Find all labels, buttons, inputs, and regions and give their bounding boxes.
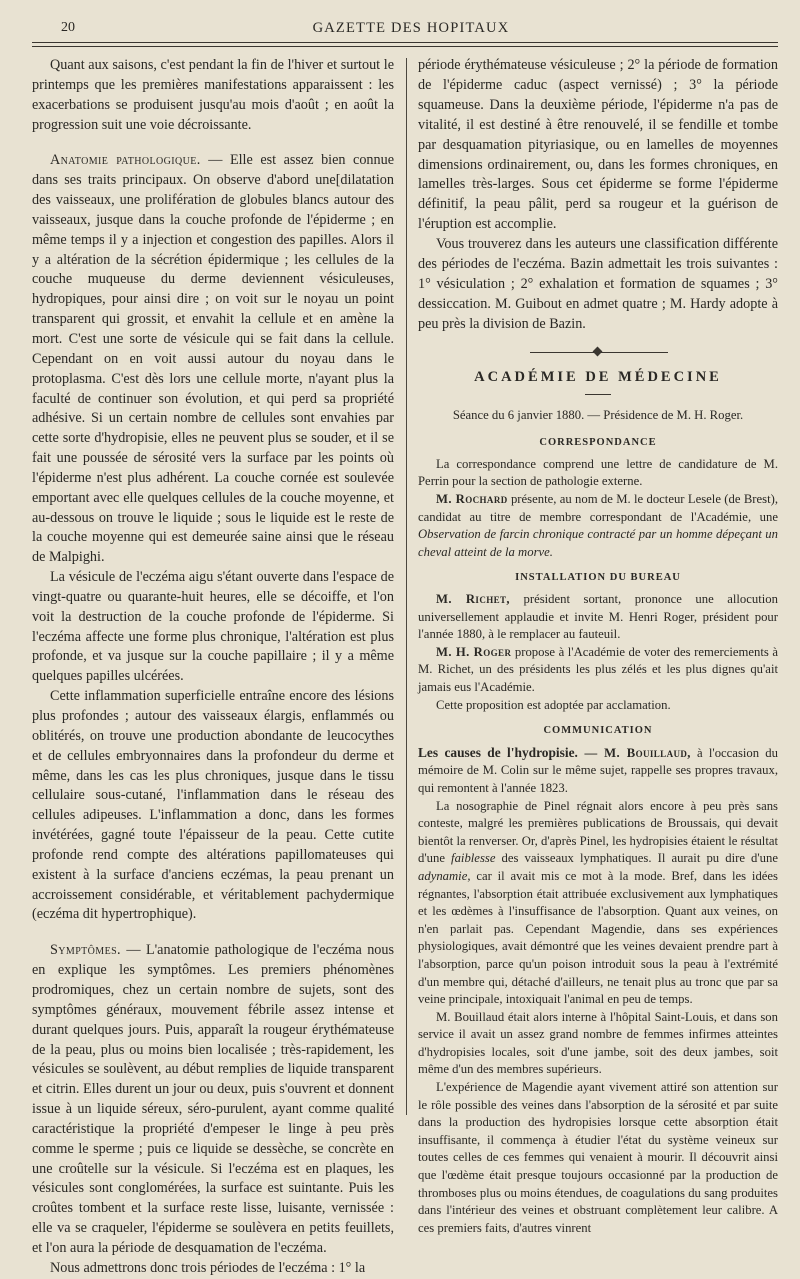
column-divider xyxy=(406,58,407,1115)
paragraph-roger-text: propose à l'Académie de voter des remerciements à M. Richet, un des présidents les plus zélés et les plus dignes qu'ait jamais eus l'Académie. xyxy=(418,644,778,694)
header-rule-bottom xyxy=(32,46,778,47)
right-column xyxy=(418,56,778,1237)
paragraph-pinel-text-a: La nosographie de Pinel régnait alors encore à peu près sans conteste, malgré les premières publications de Broussais, qui devait bientôt la renverser. Or, d'après Pinel, les hydropisies étaient le résultat d'une xyxy=(418,798,778,866)
speaker-name: M. H. Roger xyxy=(436,644,512,659)
section-separator xyxy=(418,345,778,361)
italic-faiblesse: faiblesse xyxy=(451,851,496,866)
paragraph-roger xyxy=(418,644,778,697)
paragraph-anatomie xyxy=(32,151,394,568)
paragraph-classification: Vous trouverez dans les auteurs une classification différente des périodes de l'eczéma. Bazin admettait les trois suivantes : 1° vésiculation ; 2° exhalation et formation de squames ; 3° dessiccation. M. Guibout en admet quatre ; M. Hardy adopte à peu près la division de Bazin. xyxy=(418,236,778,332)
paragraph-pinel xyxy=(418,798,778,1009)
seance-line: Séance du 6 janvier 1880. — Présidence de M. H. Roger. xyxy=(452,407,744,422)
paragraph-hydropisie xyxy=(418,744,778,798)
communication-title: Les causes de l'hydropisie. xyxy=(418,744,578,760)
academie-report xyxy=(418,407,778,1238)
paragraph-acclamation: Cette proposition est adoptée par acclamation. xyxy=(436,697,671,712)
short-rule xyxy=(585,394,611,395)
academie-heading: ACADÉMIE DE MÉDECINE xyxy=(474,368,722,385)
page-number: 20 xyxy=(61,20,75,35)
paragraph-pinel-text-c: car il avait mis ce mot à la mode. Bref, dans les idées régnantes, l'absorption était attribuée exclusivement aux lymphatiques et les œdèmes à l'insuffisance de l'absorption. Quant aux veines, on n'en parlait pas. Cependant Magendie, dans ses expériences physiologiques, avait démontré que les veines devaient prendre part à l'absorption, parce qu'un poison introduit sous la peau à l'extrémité d'un membre qui, détaché d'ailleurs, ne tenait plus au tronc que par sa veine principale, intoxiquait l'animal en peu de temps. xyxy=(418,868,778,1007)
section-heading-symptomes: Symptômes. xyxy=(50,942,122,959)
paragraph-pinel-text-b: des vaisseaux lymphatiques. Il aurait pu dire d'une xyxy=(495,851,778,866)
left-column xyxy=(32,56,394,1279)
paragraph-magendie: L'expérience de Magendie ayant vivement attiré son attention sur le rôle possible des veines dans l'absorption de la sérosité et par suite dans la production des hydropisies lorsque cette absorption était insuffisante, il commença à étudier l'état du système veineux sur toutes celles de ces femmes qui venaient à mourir. Il découvrit ainsi que l'œdème était presque toujours occasionné par la production de thromboses plus ou moins étendues, de coagulations du sang produites dans l'intérieur des veines et obstruant complètement leur calibre. A ces premiers faits, d'autres vinrent xyxy=(418,1080,778,1235)
paragraph-rochard xyxy=(418,491,778,561)
speaker-name: M. Richet, xyxy=(436,592,510,607)
paragraph-vesicule: La vésicule de l'eczéma aigu s'étant ouverte dans l'espace de vingt-quatre ou quarante-huit heures, elle se décoiffe, et l'on voit la destruction de la couche profonde de l'épiderme. Si l'eczéma affecte une forme plus chronique, l'altération est plus profonde, et va jusque sur la couche papillaire ; il y a même quelques papilles ulcérées. xyxy=(32,569,394,685)
eczema-continuation xyxy=(418,56,778,335)
speaker-name: M. Rochard xyxy=(436,492,508,507)
paragraph-saisons: Quant aux saisons, c'est pendant la fin de l'hiver et surtout le printemps que les premières manifestations apparaissent : les exacerbations se produisent jusqu'au mois d'août ; en août la progression suit une voie décroissante. xyxy=(32,57,394,133)
paragraph-periode-continuation: période érythémateuse vésiculeuse ; 2° la période de formation de l'épiderme caduc (aspect vernissé) ; 3° la période squameuse. Dans la deuxième période, l'épiderme n'a pas de vitalité, il est destiné à être renouvelé, il se fendille et tombe par desquamation pityriasique, ou en lamelles de moyennes dimensions ordinairement, ou, dans les formes chroniques, en lamelles très-larges. Sous cet épiderme se forme l'épiderme définitif, la peau pâlit, perd sa rougeur et la guérison de l'éruption est accomplie. xyxy=(418,57,778,233)
speaker-name: — M. Bouillaud, xyxy=(577,745,691,760)
subheading-installation: INSTALLATION DU BUREAU xyxy=(515,572,681,584)
paragraph-symptomes-text: — L'anatomie pathologique de l'eczéma nous en explique les symptômes. Les premiers phénomènes prodromiques, chez un certain nombre de sujets, sont des symptômes généraux, mouvement fébrile assez intense et durant quelques jours. Puis, apparaît la rougeur érythémateuse de la peau, plus ou moins bien localisée ; très-rapidement, les vésicules se soulèvent, au début remplies de liquide transparent et citrin. Elles durent un jour ou deux, puis s'ouvrent et donnent issue à un liquide séreux, séro-purulent, ayant comme qualité caractéristique la propriété d'empeser le linge à peu près comme le sperme ; puis ce liquide se dessèche, se concrète en une croûtelle sur la vésicule. Si l'eczéma est en plaques, les vésicules sont conglomérées, la surface est suintante. Puis les croûtes tombent et la surface reste lisse, luisante, vernissée : elle va se craqueler, l'épiderme se soulèvera en petits feuillets, et l'on aura la période de desquamation de l'eczéma. xyxy=(32,942,394,1256)
header-rule-top xyxy=(32,42,778,43)
journal-title: GAZETTE DES HOPITAUX xyxy=(312,20,510,36)
paragraph-hydropisie-text: à l'occasion du mémoire de M. Colin sur le même sujet, rappelle ses propres travaux, qui remontent à l'année 1823. xyxy=(418,745,778,795)
paragraph-inflammation: Cette inflammation superficielle entraîne encore des lésions plus profondes ; autour des vaisseaux élargis, enflammés ou oblitérés, on trouve une production abondante de leucocythes et de cellules embryonnaires dans la profondeur du derme et même, dans les cas les plus chroniques, jusque dans le tissu cellulaire sous-cutané, l'inflammation dans le réseau des cellules adipeuses. L'inflammation a donc, dans les formes invétérées, gagné toute l'épaisseur de la peau. Cette cutite profonde rend compte des altérations papillomateuses qui existent à la surface d'anciens eczémas, la peau prenant un accroissement considérable, et véritablement pachydermique (eczéma dit hypertrophique). xyxy=(32,688,394,923)
paragraph-rochard-text: présente, au nom de M. le docteur Lesele (de Brest), candidat au titre de membre correspondant de l'Académie, une xyxy=(418,492,778,524)
italic-adynamie: adynamie, xyxy=(418,868,471,883)
paragraph-richet xyxy=(418,591,778,644)
subheading-communication: COMMUNICATION xyxy=(543,725,653,737)
paragraph-saint-louis: M. Bouillaud était alors interne à l'hôpital Saint-Louis, et dans son service il avait un assez grand nombre de femmes infirmes atteintes d'hydropisies locales, soit d'une jambe, soit des deux jambes, soit même d'un des membres supérieurs. xyxy=(418,1009,778,1077)
paragraph-richet-text: président sortant, prononce une allocution universellement applaudie et invite M. Henri Roger, président pour l'année 1880, à le remplacer au fauteuil. xyxy=(418,592,778,642)
observation-title: Observation de farcin chronique contracté par un homme dépeçant un cheval atteint de la morve. xyxy=(418,527,778,559)
paragraph-symptomes xyxy=(32,941,394,1259)
paragraph-correspondance: La correspondance comprend une lettre de candidature de M. Perrin pour la section de pathologie externe. xyxy=(418,456,778,489)
section-heading-anatomie: Anatomie pathologique. xyxy=(50,152,201,169)
paragraph-periodes: Nous admettrons donc trois périodes de l'eczéma : 1° la xyxy=(50,1259,366,1276)
paragraph-anatomie-text: — Elle est assez bien connue dans ses traits principaux. On observe d'abord une[dilatation des vaisseaux, une prolifération de globules blancs autour des vaisseaux, jusque dans la couche profonde de l'épiderme ; en même temps il y a injection et congestion des papilles. Alors il y a altération de la sécrétion épidermique ; les cellules de la couche muqueuse du derme deviennent vésiculeuses, hydropiques, pour ainsi dire ; on voit sur le noyau un point transparent qui grossit, et envahit la cellule et en amène la mort. C'est une sorte de vésicule qui se fait dans la cellule. Cependant on en voit aussi autour du noyau dans le protoplasma. C'est dès lors une cellule morte, n'ayant plus la faculté de continuer son évolution, et qui perd sa propriété adhésive. Si un certain nombre de cellules sont envahies par cette sorte d'hydropisie, elles ne peuvent plus se souder, et il se fait une poussée de sérosité vers la surface par les points où l'épiderme n'est plus adhérent. La couche cornée est soulevée emportant avec elle quelques cellules de la couche moyenne, et au-dessous on trouve le liquide ; sous le liquide est le reste de la couche moyenne qui est demeurée saine ainsi que le réseau de Malpighi. xyxy=(32,152,394,566)
subheading-correspondance: CORRESPONDANCE xyxy=(539,437,657,449)
